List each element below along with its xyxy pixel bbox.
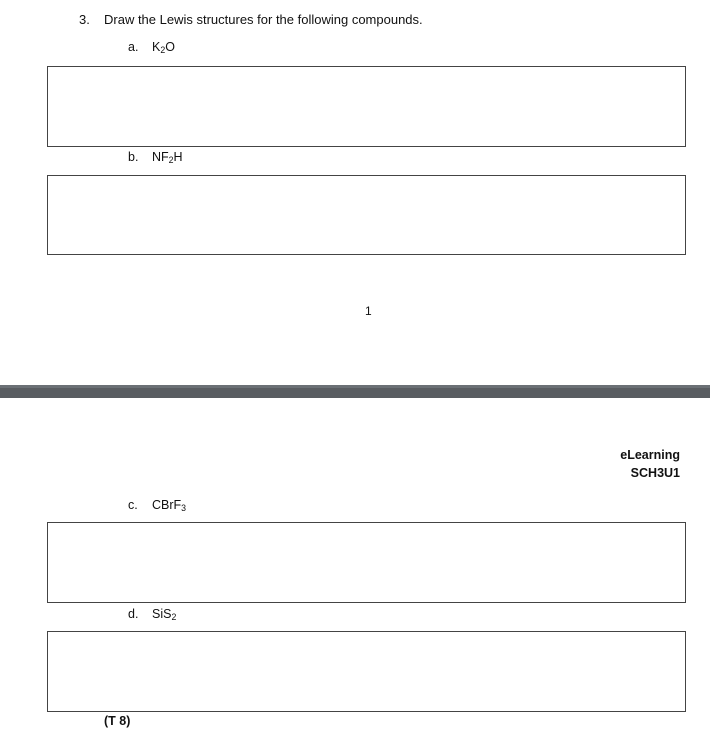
header-course-code: SCH3U1 xyxy=(630,466,680,480)
question-text: Draw the Lewis structures for the following compounds. xyxy=(104,12,423,27)
part-a-formula: $K_2O$ xyxy=(152,40,175,56)
part-c-formula: CBrF$_3$ xyxy=(152,498,187,514)
answer-box-d[interactable] xyxy=(47,631,686,712)
part-b-letter: b. xyxy=(128,150,139,164)
part-c-letter: c. xyxy=(128,498,138,512)
answer-box-b[interactable] xyxy=(47,175,686,255)
answer-box-c[interactable] xyxy=(47,522,686,603)
page-divider xyxy=(0,385,710,398)
page-number: 1 xyxy=(365,304,372,318)
total-marks: (T 8) xyxy=(104,714,131,728)
question-number: 3. xyxy=(79,12,90,27)
part-b-formula: $NF_2H$ xyxy=(152,150,183,166)
answer-box-a[interactable] xyxy=(47,66,686,147)
part-d-letter: d. xyxy=(128,607,139,621)
part-a-letter: a. xyxy=(128,40,139,54)
part-d-formula: SiS$_2$ xyxy=(152,607,177,623)
header-elearning: eLearning xyxy=(620,448,680,462)
